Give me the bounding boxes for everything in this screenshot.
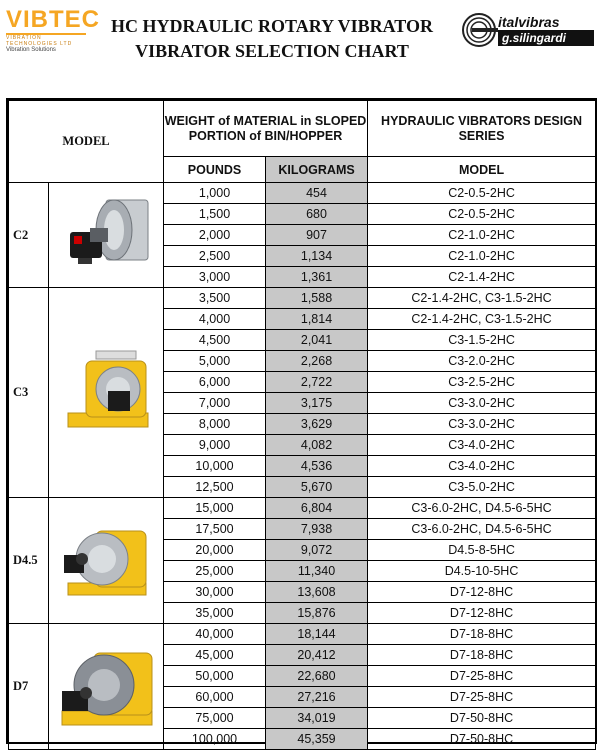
cell-kilograms: 6,804: [266, 498, 368, 519]
cell-pounds: 2,000: [164, 225, 266, 246]
cell-kilograms: 22,680: [266, 666, 368, 687]
cell-model: D7-50-8HC: [368, 708, 596, 729]
cell-model: D7-12-8HC: [368, 603, 596, 624]
cell-pounds: 15,000: [164, 498, 266, 519]
d4-5-vibrator-image: [49, 498, 164, 624]
page-subtitle: VIBRATOR SELECTION CHART: [135, 41, 409, 61]
cell-pounds: 3,500: [164, 288, 266, 309]
cell-kilograms: 4,536: [266, 456, 368, 477]
d7-vibrator-image: [49, 624, 164, 750]
cell-pounds: 75,000: [164, 708, 266, 729]
header-pounds: POUNDS: [164, 157, 266, 183]
cell-model: D7-25-8HC: [368, 687, 596, 708]
italvibras-logo-line1: italvibras: [498, 14, 560, 30]
c3-vibrator-image: [49, 288, 164, 498]
cell-pounds: 1,500: [164, 204, 266, 225]
cell-pounds: 2,500: [164, 246, 266, 267]
cell-model: C3-4.0-2HC: [368, 456, 596, 477]
page-title: HC HYDRAULIC ROTARY VIBRATOR: [111, 16, 433, 36]
group-label-d7: D7: [9, 624, 49, 750]
header-weight: WEIGHT of MATERIAL in SLOPED PORTION of BIN/HOPPER: [164, 101, 368, 157]
header-design-series: HYDRAULIC VIBRATORS DESIGN SERIES: [368, 101, 596, 157]
cell-pounds: 60,000: [164, 687, 266, 708]
cell-model: C3-6.0-2HC, D4.5-6-5HC: [368, 519, 596, 540]
cell-kilograms: 2,268: [266, 351, 368, 372]
cell-model: C3-2.0-2HC: [368, 351, 596, 372]
group-label-c3: C3: [9, 288, 49, 498]
cell-pounds: 4,500: [164, 330, 266, 351]
d4-5-vibrator-icon: [56, 511, 156, 611]
cell-model: D7-18-8HC: [368, 645, 596, 666]
cell-pounds: 5,000: [164, 351, 266, 372]
cell-model: C3-6.0-2HC, D4.5-6-5HC: [368, 498, 596, 519]
italvibras-logo-line2: g.silingardi: [502, 31, 567, 45]
cell-kilograms: 907: [266, 225, 368, 246]
italvibras-logo: [462, 10, 598, 50]
cell-kilograms: 20,412: [266, 645, 368, 666]
cell-model: D4.5-8-5HC: [368, 540, 596, 561]
d7-vibrator-icon: [54, 637, 158, 737]
cell-pounds: 9,000: [164, 435, 266, 456]
cell-kilograms: 1,588: [266, 288, 368, 309]
cell-kilograms: 45,359: [266, 729, 368, 750]
cell-pounds: 30,000: [164, 582, 266, 603]
cell-kilograms: 34,019: [266, 708, 368, 729]
cell-kilograms: 680: [266, 204, 368, 225]
c2-vibrator-icon: [56, 190, 156, 280]
cell-kilograms: 27,216: [266, 687, 368, 708]
cell-kilograms: 2,722: [266, 372, 368, 393]
cell-model: C3-3.0-2HC: [368, 414, 596, 435]
cell-kilograms: 7,938: [266, 519, 368, 540]
cell-model: C2-0.5-2HC: [368, 183, 596, 204]
cell-pounds: 100,000: [164, 729, 266, 750]
selection-chart: [6, 98, 597, 744]
cell-model: C3-2.5-2HC: [368, 372, 596, 393]
cell-kilograms: 1,361: [266, 267, 368, 288]
vibtec-tagline: VIBRATION TECHNOLOGIES LTD: [6, 35, 73, 47]
cell-pounds: 50,000: [164, 666, 266, 687]
cell-model: C2-0.5-2HC: [368, 204, 596, 225]
cell-pounds: 10,000: [164, 456, 266, 477]
selection-table: [8, 100, 596, 750]
cell-model: C2-1.4-2HC, C3-1.5-2HC: [368, 288, 596, 309]
cell-model: C3-1.5-2HC: [368, 330, 596, 351]
cell-model: D4.5-10-5HC: [368, 561, 596, 582]
cell-kilograms: 5,670: [266, 477, 368, 498]
group-label-d4-5: D4.5: [9, 498, 49, 624]
cell-model: C3-4.0-2HC: [368, 435, 596, 456]
cell-kilograms: 454: [266, 183, 368, 204]
cell-kilograms: 13,608: [266, 582, 368, 603]
header-model: MODEL: [9, 101, 164, 183]
cell-model: D7-25-8HC: [368, 666, 596, 687]
cell-kilograms: 2,041: [266, 330, 368, 351]
cell-model: C2-1.4-2HC: [368, 267, 596, 288]
cell-kilograms: 3,175: [266, 393, 368, 414]
cell-pounds: 17,500: [164, 519, 266, 540]
cell-pounds: 12,500: [164, 477, 266, 498]
cell-kilograms: 1,814: [266, 309, 368, 330]
vibtec-logo-text: VIBTEC: [6, 6, 101, 33]
cell-kilograms: 18,144: [266, 624, 368, 645]
cell-pounds: 6,000: [164, 372, 266, 393]
vibtec-subtitle: Vibration Solutions: [6, 47, 56, 53]
cell-pounds: 20,000: [164, 540, 266, 561]
cell-pounds: 35,000: [164, 603, 266, 624]
cell-kilograms: 1,134: [266, 246, 368, 267]
cell-pounds: 3,000: [164, 267, 266, 288]
c3-vibrator-icon: [56, 343, 156, 443]
cell-kilograms: 3,629: [266, 414, 368, 435]
vibtec-logo: [6, 6, 101, 53]
page-header: [0, 0, 603, 96]
cell-pounds: 7,000: [164, 393, 266, 414]
c2-vibrator-image: [49, 183, 164, 288]
cell-model: D7-50-8HC: [368, 729, 596, 750]
cell-pounds: 45,000: [164, 645, 266, 666]
header-model-col: MODEL: [368, 157, 596, 183]
cell-model: C3-5.0-2HC: [368, 477, 596, 498]
cell-pounds: 4,000: [164, 309, 266, 330]
cell-kilograms: 15,876: [266, 603, 368, 624]
cell-model: D7-12-8HC: [368, 582, 596, 603]
cell-pounds: 40,000: [164, 624, 266, 645]
cell-kilograms: 9,072: [266, 540, 368, 561]
cell-model: D7-18-8HC: [368, 624, 596, 645]
header-kilograms: KILOGRAMS: [266, 157, 368, 183]
group-label-c2: C2: [9, 183, 49, 288]
cell-pounds: 1,000: [164, 183, 266, 204]
cell-model: C2-1.4-2HC, C3-1.5-2HC: [368, 309, 596, 330]
cell-pounds: 25,000: [164, 561, 266, 582]
cell-model: C2-1.0-2HC: [368, 225, 596, 246]
cell-pounds: 8,000: [164, 414, 266, 435]
cell-kilograms: 11,340: [266, 561, 368, 582]
cell-model: C3-3.0-2HC: [368, 393, 596, 414]
cell-model: C2-1.0-2HC: [368, 246, 596, 267]
cell-kilograms: 4,082: [266, 435, 368, 456]
